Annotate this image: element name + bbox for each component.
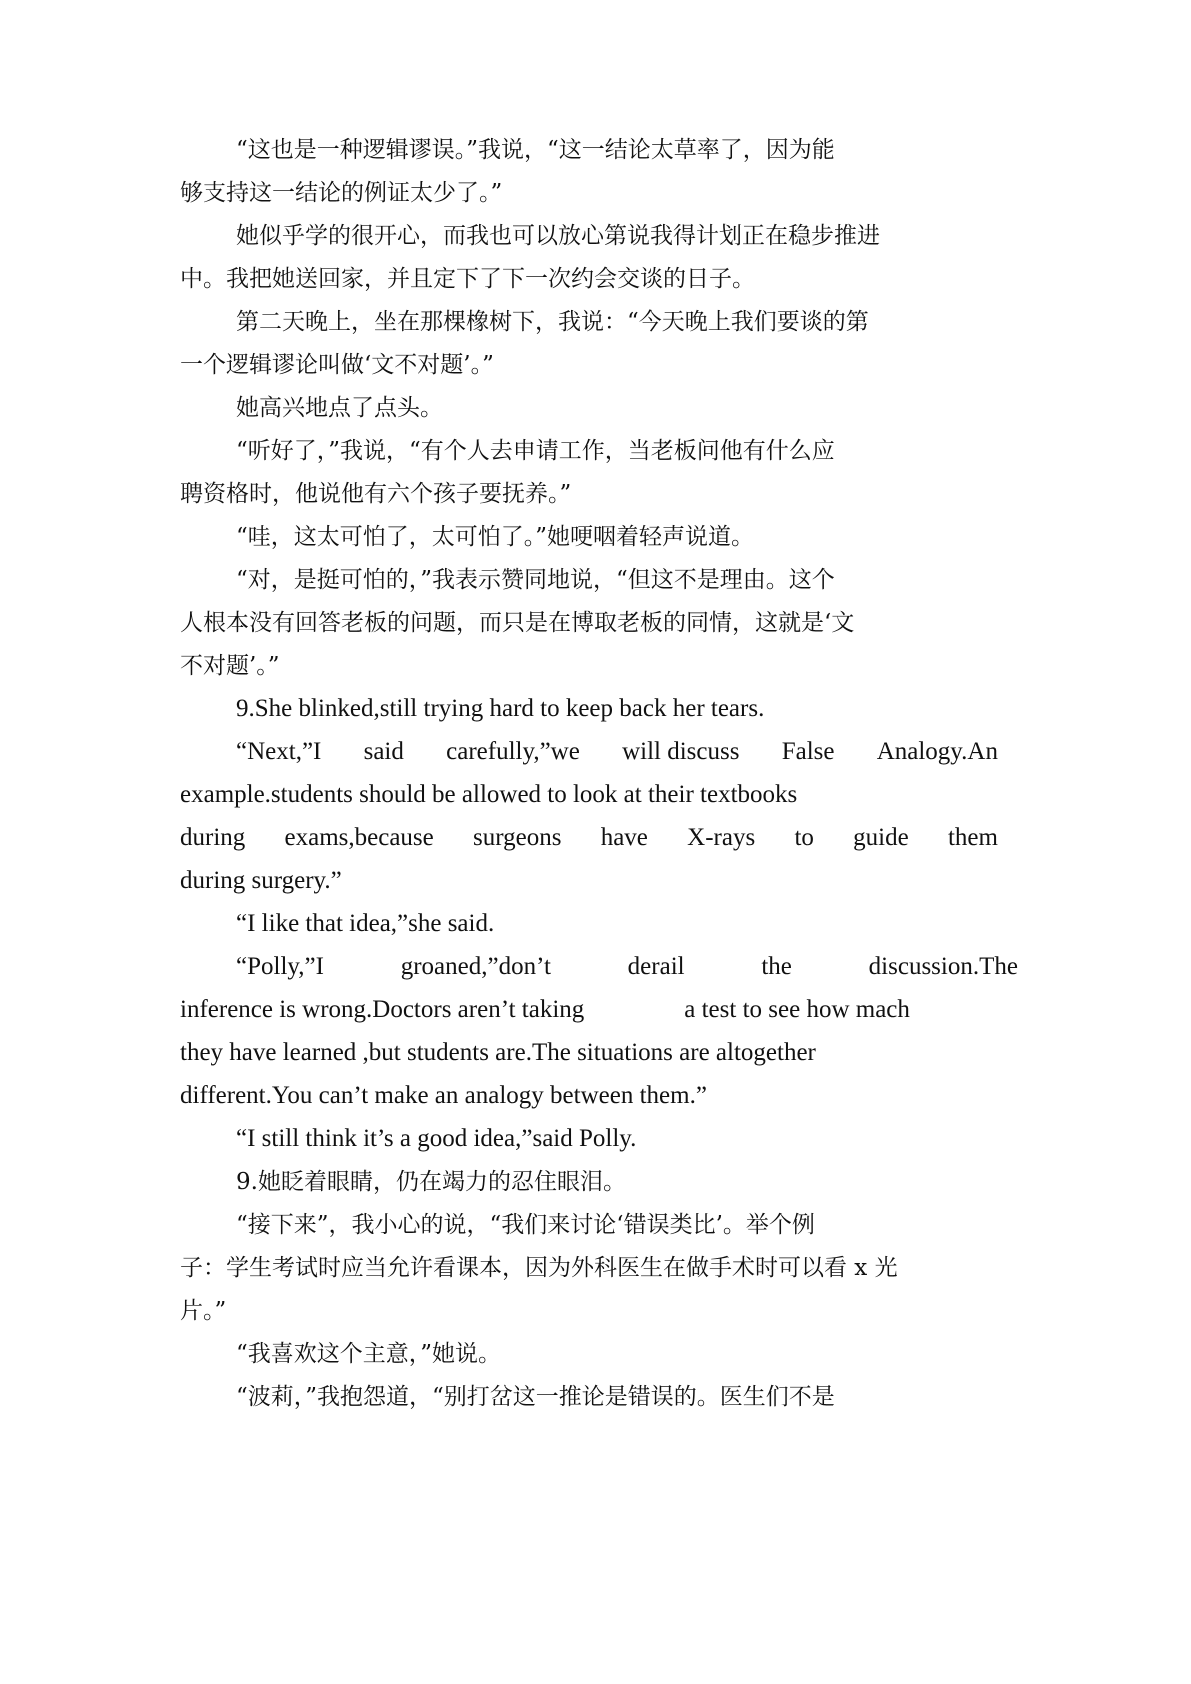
paragraph-line: 9.She blinked,still trying hard to keep back her tears. (236, 695, 765, 722)
word: False (781, 738, 835, 765)
word: Analogy.An (876, 738, 998, 765)
paragraph-line: “我喜欢这个主意，”她说。 (236, 1341, 502, 1367)
word: “Next,”I (236, 738, 322, 765)
paragraph-line: 聘资格时，他说他有六个孩子要抚养。” (180, 481, 572, 507)
word: them (947, 824, 998, 851)
paragraph-line: inference is wrong.Doctors aren’t taking a test to see how mach (180, 996, 910, 1023)
paragraph-line: 第二天晚上，坐在那棵橡树下，我说：“今天晚上我们要谈的第 (236, 309, 869, 335)
paragraph-line: example.students should be allowed to look at their textbooks (180, 781, 798, 808)
paragraph-line: 一个逻辑谬论叫做‘文不对题’。” (180, 352, 494, 378)
paragraph-line: they have learned ,but students are.The situations are altogether (180, 1039, 816, 1066)
paragraph-line (236, 736, 998, 768)
paragraph-line (236, 951, 1018, 983)
paragraph-line: 不对题’。” (180, 653, 280, 679)
paragraph-line: “波莉，”我抱怨道，“别打岔这一推论是错误的。医生们不是 (236, 1384, 835, 1410)
paragraph-line: 够支持这一结论的例证太少了。” (180, 180, 503, 206)
word: X-rays (687, 824, 756, 851)
paragraph-line: “听好了，”我说，“有个人去申请工作，当老板问他有什么应 (236, 438, 835, 464)
word: exams,because (284, 824, 434, 851)
paragraph-line: 她似乎学的很开心，而我也可以放心第说我得计划正在稳步推进 (236, 223, 880, 249)
paragraph-line: 片。” (180, 1298, 227, 1324)
paragraph-line: 她高兴地点了点头。 (236, 395, 443, 421)
paragraph-line: “这也是一种逻辑谬误。”我说，“这一结论太草率了，因为能 (236, 137, 835, 163)
paragraph-line: 人根本没有回答老板的问题，而只是在博取老板的同情，这就是‘文 (180, 610, 855, 636)
word: discussion.The (868, 953, 1018, 980)
paragraph-line: “对，是挺可怕的，”我表示赞同地说，“但这不是理由。这个 (236, 567, 835, 593)
word: to (794, 824, 814, 851)
word: derail (627, 953, 685, 980)
paragraph-line: “哇，这太可怕了，太可怕了。”她哽咽着轻声说道。 (236, 524, 755, 550)
paragraph-line: “接下来”，我小心的说，“我们来讨论‘错误类比’。举个例 (236, 1212, 815, 1238)
word: will discuss (622, 738, 740, 765)
paragraph-line: 9.她眨着眼睛，仍在竭力的忍住眼泪。 (236, 1169, 626, 1195)
paragraph-line: 子：学生考试时应当允许看课本，因为外科医生在做手术时可以看 x 光 (180, 1255, 898, 1281)
word: surgeons (473, 824, 562, 851)
paragraph-line: different.You can’t make an analogy between them.” (180, 1082, 707, 1109)
word: guide (853, 824, 909, 851)
word: the (761, 953, 792, 980)
word: during (180, 824, 246, 851)
word: carefully,”we (446, 738, 580, 765)
paragraph-line: “I still think it’s a good idea,”said Polly. (236, 1125, 637, 1152)
word: have (600, 824, 648, 851)
word: “Polly,”I (236, 953, 324, 980)
word: said (363, 738, 404, 765)
paragraph-line: “I like that idea,”she said. (236, 910, 495, 937)
paragraph-line: 中。我把她送回家，并且定下了下一次约会交谈的日子。 (180, 266, 755, 292)
word: groaned,”don’t (400, 953, 551, 980)
paragraph-line: during surgery.” (180, 867, 342, 894)
paragraph-line (180, 822, 998, 854)
